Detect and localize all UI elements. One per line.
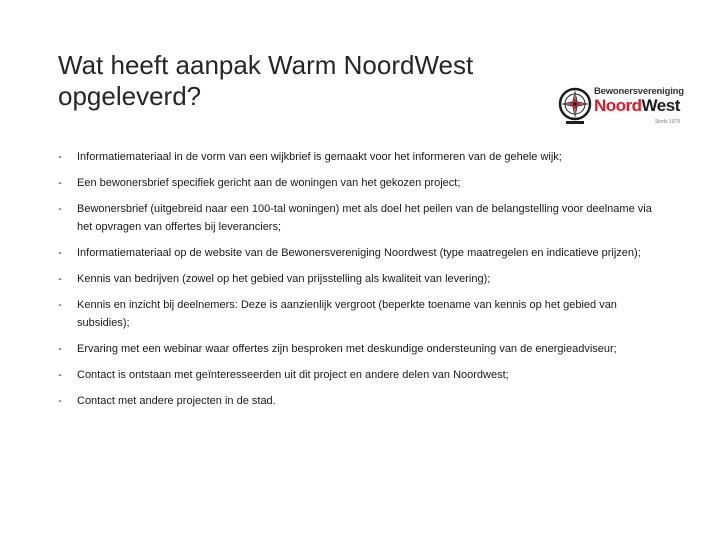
slide-title: Wat heeft aanpak Warm NoordWest opgeleverd? (58, 50, 474, 111)
bullet-marker: - (58, 151, 62, 163)
organization-logo (558, 80, 684, 132)
list-item (58, 340, 668, 358)
bullet-marker: - (58, 203, 62, 215)
list-item-text: Ervaring met een webinar waar offertes zijn besproken met deskundige ondersteuning van de energieadviseur; (77, 343, 617, 355)
bullet-marker: - (58, 247, 62, 259)
results-list (58, 148, 668, 418)
list-item (58, 296, 668, 332)
bullet-marker: - (58, 273, 62, 285)
list-item (58, 270, 668, 288)
list-item (58, 392, 668, 410)
logo-wordmark-west: West (641, 96, 680, 115)
bullet-marker: - (58, 177, 62, 189)
list-item-text: Informatiemateriaal op de website van de Bewonersvereniging Noordwest (type maatregelen en indicatieve prijzen); (77, 247, 641, 259)
list-item (58, 200, 668, 236)
list-item-text: Contact met andere projecten in de stad. (77, 395, 276, 407)
list-item (58, 366, 668, 384)
logo-association-label: Bewonersvereniging (594, 86, 684, 97)
list-item (58, 148, 668, 166)
logo-wordmark (594, 96, 680, 116)
list-item-text: Kennis en inzicht bij deelnemers: Deze is aanzienlijk vergroot (beperkte toename van kennis op het gebied van subsidies); (77, 299, 617, 329)
list-item (58, 244, 668, 262)
bullet-marker: - (58, 369, 62, 381)
list-item-text: Een bewonersbrief specifiek gericht aan de woningen van het gekozen project; (77, 177, 461, 189)
logo-since-label: Sinds 1979 (654, 119, 680, 125)
bullet-marker: - (58, 395, 62, 407)
bullet-marker: - (58, 299, 62, 311)
list-item-text: Bewonersbrief (uitgebreid naar een 100-tal woningen) met als doel het peilen van de belangstelling voor deelname via het opvragen van offertes bij leveranciers; (77, 203, 652, 233)
compass-rose-icon (558, 82, 594, 128)
logo-wordmark-noord: Noord (594, 96, 642, 115)
list-item-text: Contact is ontstaan met geïnteresseerden uit dit project en andere delen van Noordwest; (77, 369, 509, 381)
list-item (58, 174, 668, 192)
list-item-text: Kennis van bedrijven (zowel op het gebied van prijsstelling als kwaliteit van levering); (77, 273, 491, 285)
bullet-marker: - (58, 343, 62, 355)
list-item-text: Informatiemateriaal in de vorm van een wijkbrief is gemaakt voor het informeren van de gehele wijk; (77, 151, 562, 163)
